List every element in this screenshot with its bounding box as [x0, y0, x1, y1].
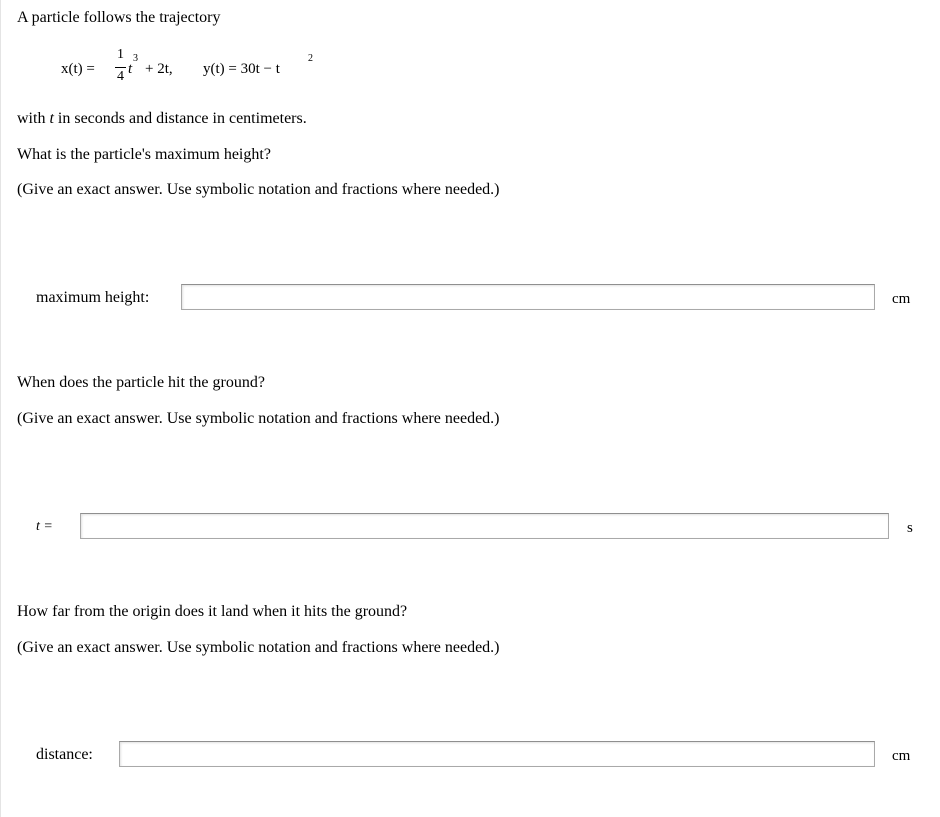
distance-unit: cm — [892, 748, 911, 764]
units-prefix: with — [17, 110, 50, 127]
ground-time-input[interactable] — [80, 513, 889, 539]
question-1-hint: (Give an exact answer. Use symbolic notation and fractions where needed.) — [17, 181, 500, 198]
x-lhs: x(t) = — [61, 61, 95, 77]
distance-input[interactable] — [119, 741, 875, 767]
max-height-input[interactable] — [181, 284, 875, 310]
ground-time-label: t = — [36, 519, 53, 534]
question-1-prompt: What is the particle's maximum height? — [17, 146, 271, 163]
max-height-label: maximum height: — [36, 289, 150, 306]
units-variable: t — [49, 110, 54, 127]
fraction-numerator: 1 — [117, 47, 124, 62]
question-2-prompt: When does the particle hit the ground? — [17, 374, 265, 391]
fraction-bar — [115, 67, 126, 68]
question-3-prompt: How far from the origin does it land when it hits the ground? — [17, 603, 408, 620]
question-3-hint: (Give an exact answer. Use symbolic notation and fractions where needed.) — [17, 639, 500, 656]
x-remainder: + 2t, — [145, 61, 173, 77]
t-variable: t — [128, 61, 133, 77]
question-2-hint: (Give an exact answer. Use symbolic notation and fractions where needed.) — [17, 410, 500, 427]
cubic-exponent: 3 — [133, 53, 138, 64]
left-border — [0, 0, 1, 817]
units-suffix: in seconds and distance in centimeters. — [53, 110, 307, 127]
fraction-denominator: 4 — [117, 69, 124, 84]
y-expression: y(t) = 30t − t — [203, 61, 280, 77]
square-exponent: 2 — [308, 53, 313, 64]
ground-time-unit: s — [907, 520, 913, 536]
max-height-unit: cm — [892, 291, 911, 307]
intro-text: A particle follows the trajectory — [17, 9, 221, 26]
units-statement — [17, 109, 307, 129]
distance-label: distance: — [36, 746, 93, 763]
